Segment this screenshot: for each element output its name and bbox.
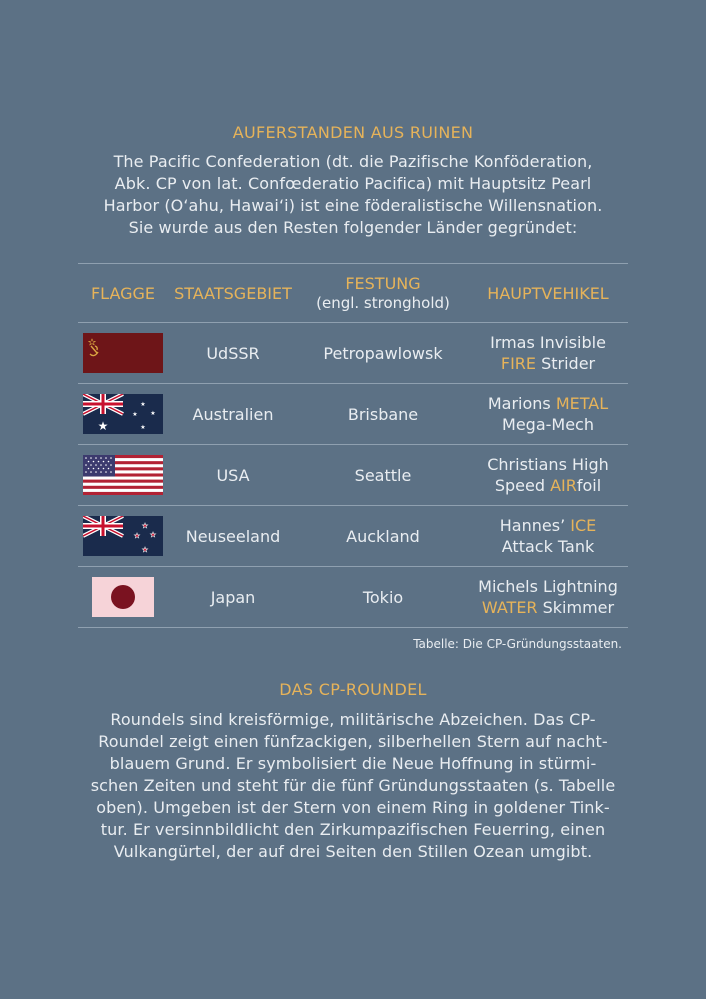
svg-text:★: ★ (150, 410, 156, 417)
intro-line: Abk. CP von lat. Confœderatio Pacifica) mit Hauptsitz Pearl (114, 174, 592, 193)
vehicle-element: ICE (570, 516, 597, 535)
fortress-cell: Auckland (298, 506, 468, 567)
roundel-line: blauem Grund. Er symbolisiert die Neue Hoffnung in stürmi- (109, 754, 597, 773)
vehicle-rest: Skimmer (537, 598, 615, 617)
header-fortress-sub: (engl. stronghold) (316, 294, 450, 312)
roundel-paragraph (76, 709, 630, 863)
intro-line: Harbor (O‘ahu, Hawai‘i) ist eine föderalistische Willensnation. (103, 196, 603, 215)
flag-cell (78, 506, 168, 567)
vehicle-rest: Strider (536, 354, 596, 373)
vehicle-line (468, 393, 628, 414)
vehicle-cell (468, 567, 628, 628)
intro-line: The Pacific Confederation (dt. die Pazifische Konföderation, (113, 152, 593, 171)
fortress-cell: Petropawlowsk (298, 323, 468, 384)
roundel-line: tur. Er versinnbildlicht den Zirkumpazifischen Feuerring, einen (100, 820, 606, 839)
fortress-cell: Brisbane (298, 384, 468, 445)
intro-line: Sie wurde aus den Resten folgender Länder gegründet: (128, 218, 578, 237)
flag-cell (78, 323, 168, 384)
header-fortress-label: FESTUNG (345, 274, 421, 293)
svg-text:★: ★ (133, 532, 141, 540)
header-vehicle: HAUPTVEHIKEL (468, 264, 628, 323)
fortress-cell: Seattle (298, 445, 468, 506)
territory-cell: Australien (168, 384, 298, 445)
svg-text:★: ★ (97, 419, 109, 433)
svg-text:★: ★ (140, 401, 146, 408)
flag-cell (78, 445, 168, 506)
section-title-roundel: DAS CP-ROUNDEL (279, 680, 427, 699)
new-zealand-flag-icon (83, 516, 163, 556)
table-row (78, 506, 628, 567)
svg-text:★: ★ (140, 424, 146, 431)
table-row (78, 384, 628, 445)
territory-cell: USA (168, 445, 298, 506)
vehicle-line (468, 515, 628, 536)
roundel-line: Roundel zeigt einen fünfzackigen, silberhellen Stern auf nacht- (98, 732, 608, 751)
vehicle-line: Christians High (487, 455, 609, 474)
svg-text:★: ★ (149, 531, 157, 539)
territory-cell: Neuseeland (168, 506, 298, 567)
svg-text:★: ★ (141, 546, 149, 554)
svg-text:★: ★ (132, 411, 138, 418)
vehicle-cell (468, 323, 628, 384)
vehicle-line: Attack Tank (501, 537, 595, 556)
vehicle-line: Mega-Mech (502, 415, 594, 434)
founding-states-table (78, 263, 628, 628)
table-row (78, 567, 628, 628)
header-territory: STAATSGEBIET (168, 264, 298, 323)
fortress-cell: Tokio (298, 567, 468, 628)
australia-flag-icon (83, 394, 163, 434)
flag-cell (78, 384, 168, 445)
vehicle-rest: foil (576, 476, 602, 495)
roundel-line: Vulkangürtel, der auf drei Seiten den Stillen Ozean umgibt. (113, 842, 593, 861)
vehicle-line: Michels Lightning (478, 577, 618, 596)
vehicle-cell (468, 384, 628, 445)
ussr-flag-icon (83, 333, 163, 373)
table-row (78, 445, 628, 506)
vehicle-element: FIRE (500, 354, 537, 373)
flag-cell (78, 567, 168, 628)
usa-flag-icon (83, 455, 163, 495)
territory-cell: UdSSR (168, 323, 298, 384)
vehicle-pre: Speed (494, 476, 551, 495)
section-title-ruinen: AUFERSTANDEN AUS RUINEN (232, 123, 474, 142)
vehicle-line (468, 475, 628, 496)
vehicle-element: AIR (550, 476, 577, 495)
japan-flag-icon (92, 577, 154, 617)
vehicle-line: Irmas Invisible (490, 333, 606, 352)
intro-paragraph (78, 151, 628, 239)
vehicle-line (468, 597, 628, 618)
table-header-row (78, 264, 628, 323)
vehicle-cell (468, 506, 628, 567)
vehicle-owner: Hannes’ (499, 516, 571, 535)
vehicle-element: WATER (481, 598, 538, 617)
vehicle-line (468, 353, 628, 374)
vehicle-cell (468, 445, 628, 506)
table-caption: Tabelle: Die CP-Gründungsstaaten. (413, 637, 622, 651)
roundel-line: Roundels sind kreisförmige, militärische Abzeichen. Das CP- (110, 710, 596, 729)
header-flag: FLAGGE (78, 264, 168, 323)
vehicle-element: METAL (555, 394, 609, 413)
roundel-line: oben). Umgeben ist der Stern von einem Ring in goldener Tink- (96, 798, 610, 817)
svg-text:★: ★ (141, 522, 149, 530)
vehicle-owner: Marions (487, 394, 556, 413)
table-row (78, 323, 628, 384)
territory-cell: Japan (168, 567, 298, 628)
roundel-line: schen Zeiten und steht für die fünf Gründungsstaaten (s. Tabelle (90, 776, 616, 795)
header-fortress (298, 264, 468, 323)
